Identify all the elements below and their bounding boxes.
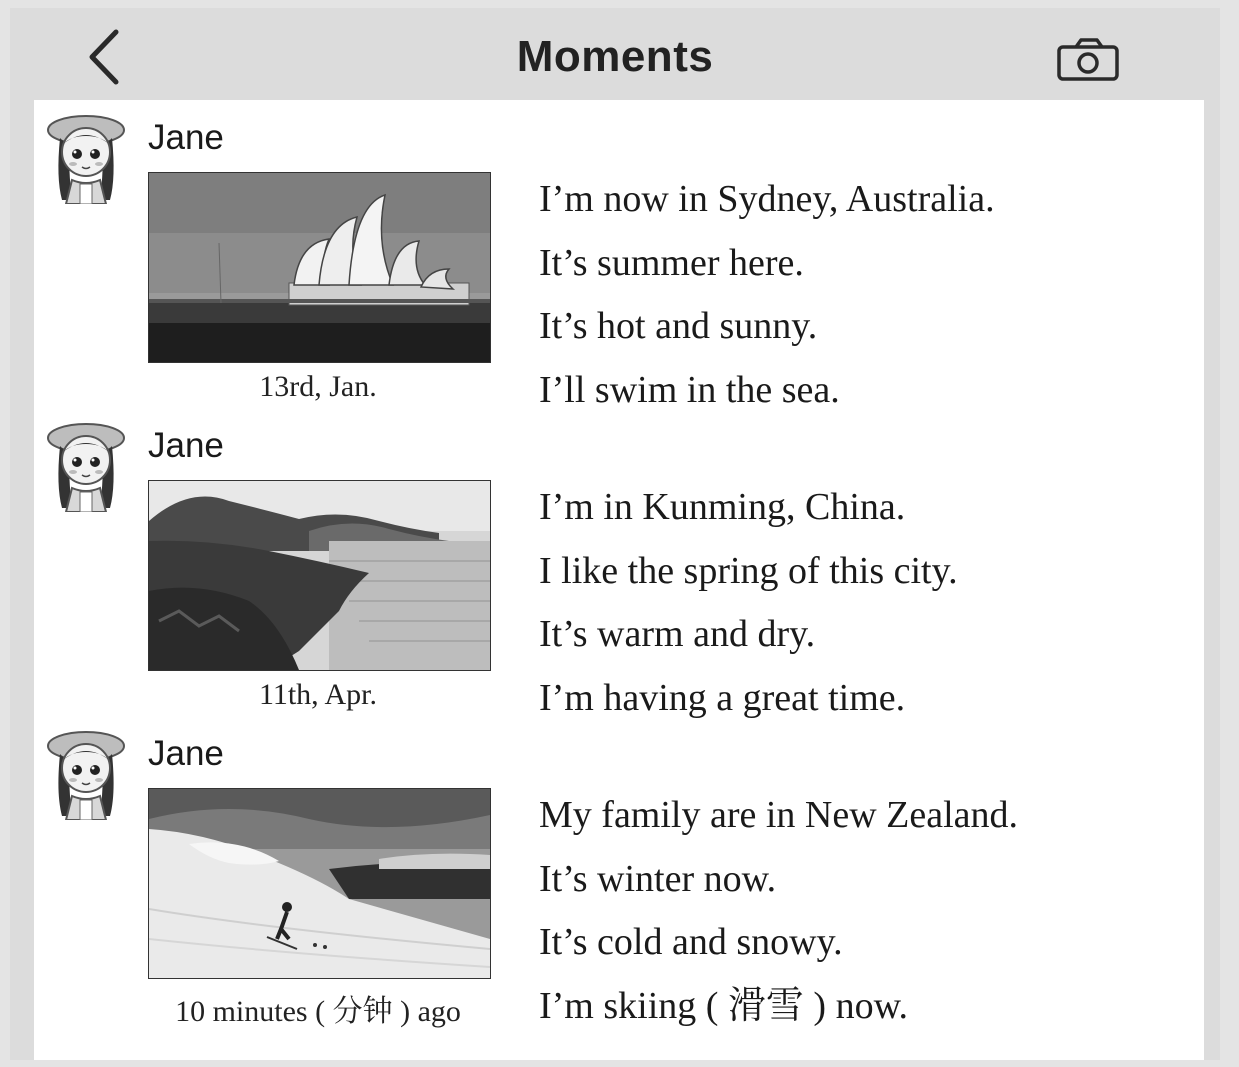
post-timestamp: 11th, Apr. <box>258 678 378 711</box>
moments-feed <box>34 100 1204 1060</box>
post-line: It’s hot and sunny. <box>539 305 818 347</box>
post-line: It’s winter now. <box>539 857 777 900</box>
post-line: It’s summer here. <box>539 241 804 284</box>
moments-screen <box>10 8 1220 1060</box>
post-line: It’s warm and dry. <box>539 613 816 655</box>
post-line: I’m now in Sydney, Australia. <box>539 178 995 220</box>
post-timestamp: 10 minutes ( 分钟 ) ago <box>175 995 461 1028</box>
new-zealand-skiing-photo[interactable] <box>148 788 491 979</box>
moment-post <box>34 408 1204 718</box>
page-title: Moments <box>516 32 714 81</box>
post-timestamp: 13rd, Jan. <box>259 370 377 403</box>
post-line: I’ll swim in the sea. <box>539 368 840 411</box>
moment-post <box>34 716 1204 1026</box>
post-line: I’m skiing ( 滑雪 ) now. <box>539 984 909 1027</box>
post-author[interactable]: Jane <box>148 118 224 157</box>
sydney-opera-house-photo[interactable] <box>148 172 491 363</box>
girl-avatar-icon[interactable] <box>46 724 126 820</box>
post-text <box>539 784 1018 1038</box>
post-text <box>539 168 995 422</box>
camera-icon[interactable] <box>1056 38 1122 82</box>
post-author[interactable]: Jane <box>148 426 224 465</box>
post-author[interactable]: Jane <box>148 734 224 773</box>
post-line: I’m in Kunming, China. <box>539 486 906 528</box>
top-bar <box>10 8 1220 100</box>
kunming-lake-photo[interactable] <box>148 480 491 671</box>
post-line: It’s cold and snowy. <box>539 921 843 963</box>
girl-avatar-icon[interactable] <box>46 108 126 204</box>
post-line: My family are in New Zealand. <box>539 794 1019 836</box>
post-text <box>539 476 958 730</box>
moment-post <box>34 100 1204 410</box>
girl-avatar-icon[interactable] <box>46 416 126 512</box>
post-line: I like the spring of this city. <box>539 549 958 592</box>
post-line: I’m having a great time. <box>539 676 906 719</box>
